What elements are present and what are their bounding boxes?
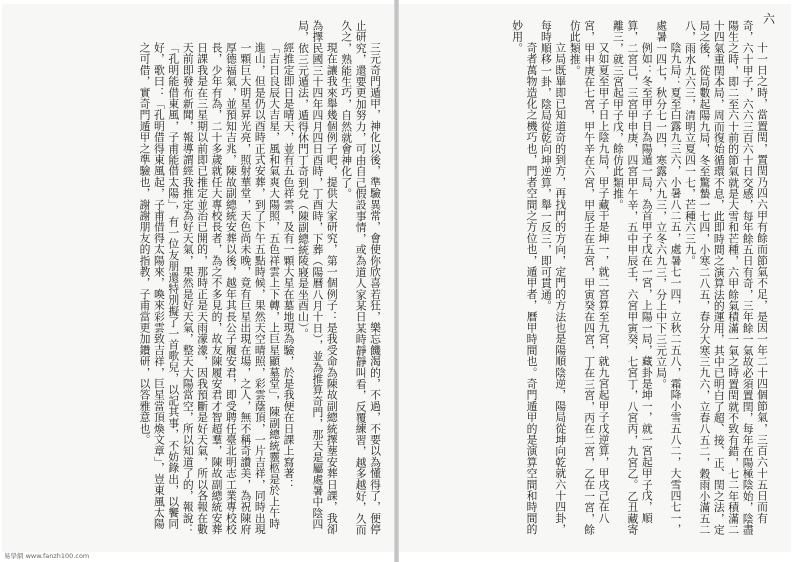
book-gutter bbox=[394, 0, 399, 562]
paragraph: 立局既畢即已知道奇的到方，再找門的方向，定門的方法也是陽順陰逆，陽局從坤向乾就六十四卦，每時順移一卦，陰局從乾向坤逆算，舉一反三，即可貫通。 bbox=[539, 20, 568, 535]
watermark-footer: 易學網 www.fanzh100.com bbox=[4, 552, 90, 560]
right-page-text bbox=[409, 20, 769, 540]
left-page-text bbox=[10, 20, 382, 540]
page-number: 六 bbox=[762, 12, 775, 26]
paragraph: 陰九局：夏至白露九三六，小暑八二五，處暑七一四，立秋二五八，霜降小雪五八二，大雪四七一，處暑一四七，秋分七一四，寒露六九三，立冬六九三，分上中下三元立局。 bbox=[655, 20, 683, 535]
paragraph: 奇者萬物造化之機巧也，門者空間之方位也，遁甲者，曆甲時間也。奇門遁甲的是演算空間和時間的妙用。 bbox=[511, 20, 539, 535]
right-page bbox=[399, 4, 791, 552]
quote-paragraph: 「吉日良辰大吉星，風和氣爽大陽照，五色祥雲上下轉，上巨星顯墓堂」，陳副總統靈柩是於上午時進山，但是仍以酉時正式安葬，到了下午五點時候，果然天空晴照，彩雲蔭頂，一片吉祥，同時出現一顆巨大明星昇光亮，照射華堂，天色尚未晚，竟有巨星出現在場，之人，無不稱奇讚美，為祝陳府厚德福氣，並預知吉兆，陳故副總統安葬以後，越年其長公子履安君，即受聘任臺北明志工業專校校長，少年有為，二十多歲就任大專校長者，為之不多見的，故友陳履安君才智超羣，陳故副總統安葬日課我是在三星期以前即已推定並治已開的，那時正是天雨濛濛，因我預斷是好天氣，所以各報在數天前即發布新聞，報導謂經我推定為好天氣，果然是好天氣，整天大陽當空，所以知道了的，報說：「孔明能借東風，子甫能借太陽」，有一位友朋還特別擬了一首歌兒，以記其事，不妨錄出，以饗同好，歌曰：「孔明借得東風起，子甫借得太陽來，喚來彩雲致吉祥，巨星當頂煥文章」，豈東風太陽之可借，實奇門遁甲之準驗也，謝謝朋友的指教，子甫當更加鑽研，以答雅意也。 bbox=[138, 41, 282, 535]
paragraph: 例如：冬至甲子日為陽遁一局，為首甲子戊在一宮，上陽一局，藏卦是坤一，就一宮起甲子戊，順算，二宮己，三宮甲申庚，四宮甲午辛，五中甲辰壬，六宮甲寅癸，七宮丁，八宮丙，九宮乙。乙丑藏寄離三，就三宮起甲子戊，餘仿此類推。 bbox=[611, 20, 654, 536]
paragraph: 現在讓我來舉幾個例子吧，提供大家研究，第一個例子：是我受命為陳故副總統擇塟安葬日課，我卻為擇民國三十四年四月四日酉時，丁酉時，下葬（陽曆八月十日），並為推算奇門，那天是屬處暑中陰四局，依三元遁法，遁得休門丁奇到兌（陳副總統陵寢是坐酉山）。 bbox=[296, 20, 339, 535]
paragraph: 又如夏至甲子日上陰九局，甲子藏干是坤一，就二宮算至九宮，就九宮起甲子戊逆算，甲戌己在八宮，甲申庚在七宮，甲午辛在六宮，甲辰壬在五宮，甲寅癸在四宮，丁在三宮，丙在二宮，乙在一宮，餘仿此類推。 bbox=[568, 20, 611, 536]
paragraph: 十一日之時，當置閏，置閏乃四六甲有餘而節氣不足，是因一年二十四個節氣，三百六十五日而有奇，六十甲子，六六三百六十日交感，每年餘五日有奇，三年餘一氣故必須置閏，每年在陽極陰始，陰盡陽生之時，即二至六十前的節氣就是大雪和芒種，六甲餘氣積滿一氣之時置閏就不致有錯，七二年積滿二十四氣重閏本局，周而復始循環不息，此即時間之演算法的運用，其中已明白了超、接、正、閏之法，定局之後，從局數起陽九局，冬至驚蟄一七四，小寒二八五，春分大寒三九六，立春八五二，穀雨小滿五二八，雨水九六三，清明立夏四一七，芒種六三九。 bbox=[683, 20, 769, 536]
left-page bbox=[2, 4, 394, 552]
paragraph: 三元奇門遁甲，神化以後，準驗異常，會使你欣喜若狂，樂忘饑渴的，不過，不要以為懂得了，便停止研究，還要更加努力，可由自己假設事情，或為道人家某日某時靜靜叫看，反覆練習，越多越好，久而久之，熟能生巧，自然就會神化了。 bbox=[340, 20, 382, 536]
paragraph: 經推定即日是晴天，並有五色祥雲，及有一顆大星在墓地現為驗，於是我便在日課上寫著： bbox=[282, 41, 296, 490]
